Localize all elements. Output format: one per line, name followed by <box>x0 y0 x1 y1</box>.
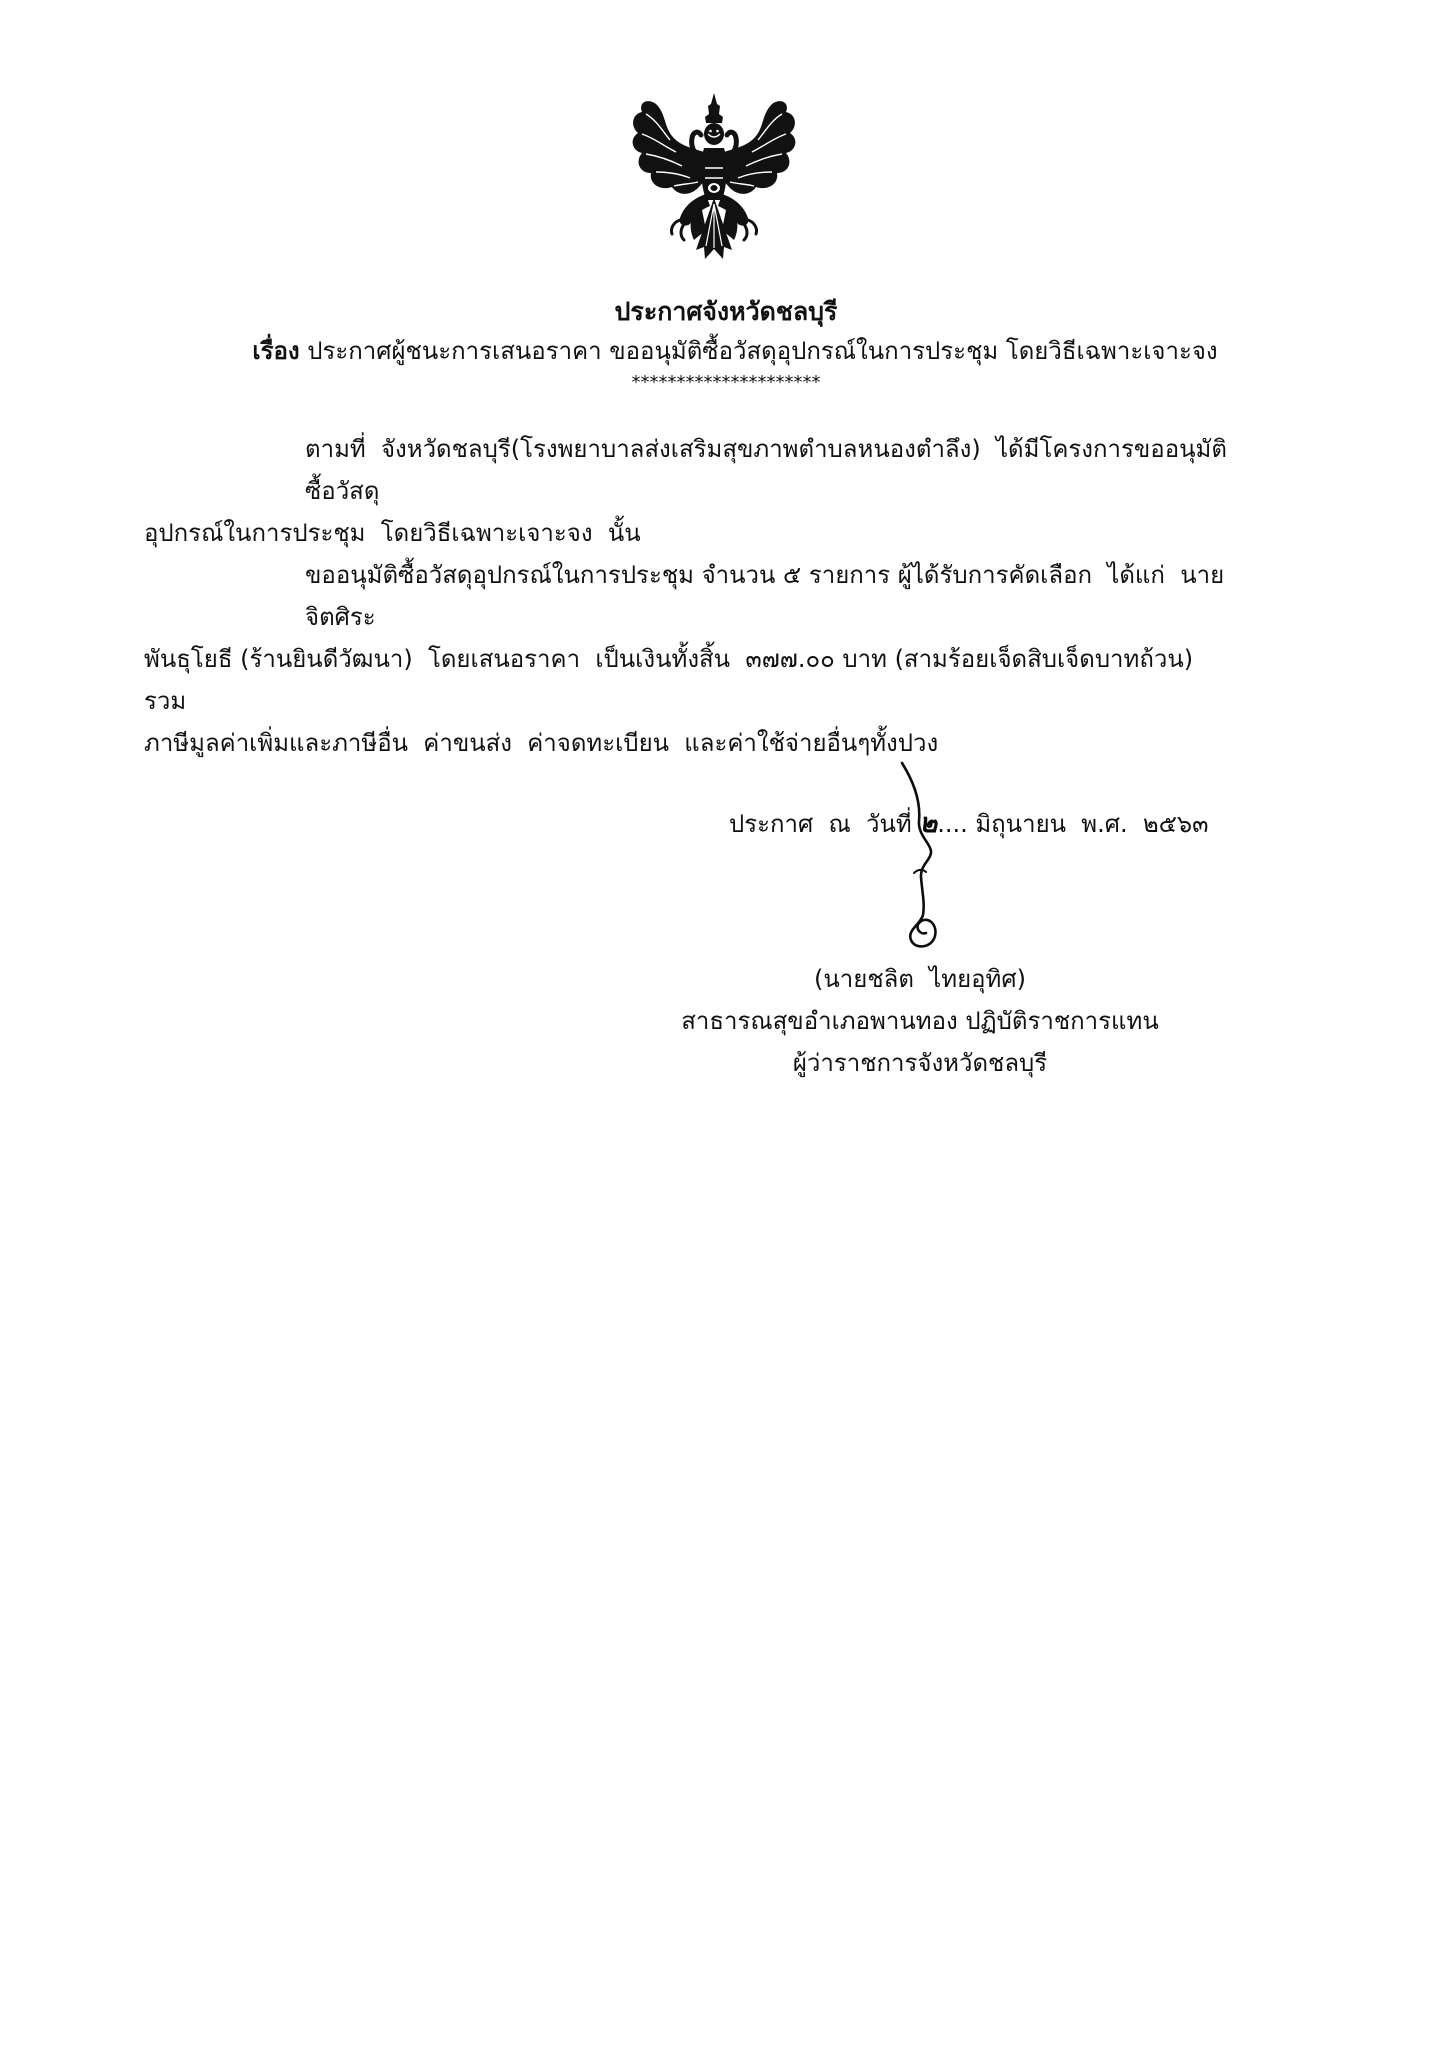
handwritten-day: ๒ <box>919 808 938 839</box>
separator-line: ********************* <box>631 372 821 393</box>
announcement-date <box>729 803 1249 845</box>
signer-position: สาธารณสุขอำเภอพานทอง ปฏิบัติราชการแทน <box>681 1007 1159 1035</box>
paragraph-2-line-1: ขออนุมัติซื้อวัสดุอุปกรณ์ในการประชุม จำนวน ๕ รายการ ผู้ได้รับการคัดเลือก ได้แก่ นายจิตศิระ <box>305 561 1225 631</box>
handwritten-signature-icon <box>890 755 950 955</box>
garuda-emblem-icon <box>626 90 802 262</box>
date-month: มิถุนายน <box>967 810 1067 838</box>
document-title: ประกาศจังหวัดชลบุรี <box>614 297 838 326</box>
date-prefix: ประกาศ ณ วันที่ <box>729 810 920 838</box>
document-subject <box>0 331 1452 371</box>
date-year: ๒๕๖๓ <box>1127 810 1209 838</box>
signer-name: (นายชลิต ไทยอุทิศ) <box>814 965 1026 993</box>
date-dots: .... <box>937 810 968 838</box>
subject-text: ประกาศผู้ชนะการเสนอราคา ขออนุมัติซื้อวัสดุอุปกรณ์ในการประชุม โดยวิธีเฉพาะเจาะจง <box>307 337 1218 365</box>
subject-label: เรื่อง <box>252 337 300 365</box>
paragraph-2-line-2: พันธุโยธี (ร้านยินดีวัฒนา) โดยเสนอราคา เป็นเงินทั้งสิ้น ๓๗๗.๐๐ บาท (สามร้อยเจ็ดสิบเจ็ดบาทถ้วน) รวม <box>144 645 1209 715</box>
paragraph-1-line-1: ตามที่ จังหวัดชลบุรี(โรงพยาบาลส่งเสริมสุขภาพตำบลหนองตำลึง) ได้มีโครงการขออนุมัติซื้อวัสดุ <box>305 435 1227 505</box>
signer-authority: ผู้ว่าราชการจังหวัดชลบุรี <box>792 1049 1048 1077</box>
date-year-label: พ.ศ. <box>1066 810 1128 838</box>
paragraph-2-line-3: ภาษีมูลค่าเพิ่มและภาษีอื่น ค่าขนส่ง ค่าจดทะเบียน และค่าใช้จ่ายอื่นๆทั้งปวง <box>144 729 939 757</box>
document-body <box>144 428 1239 764</box>
paragraph-1-line-2: อุปกรณ์ในการประชุม โดยวิธีเฉพาะเจาะจง นั้น <box>144 519 641 547</box>
signature-block <box>620 958 1220 1084</box>
